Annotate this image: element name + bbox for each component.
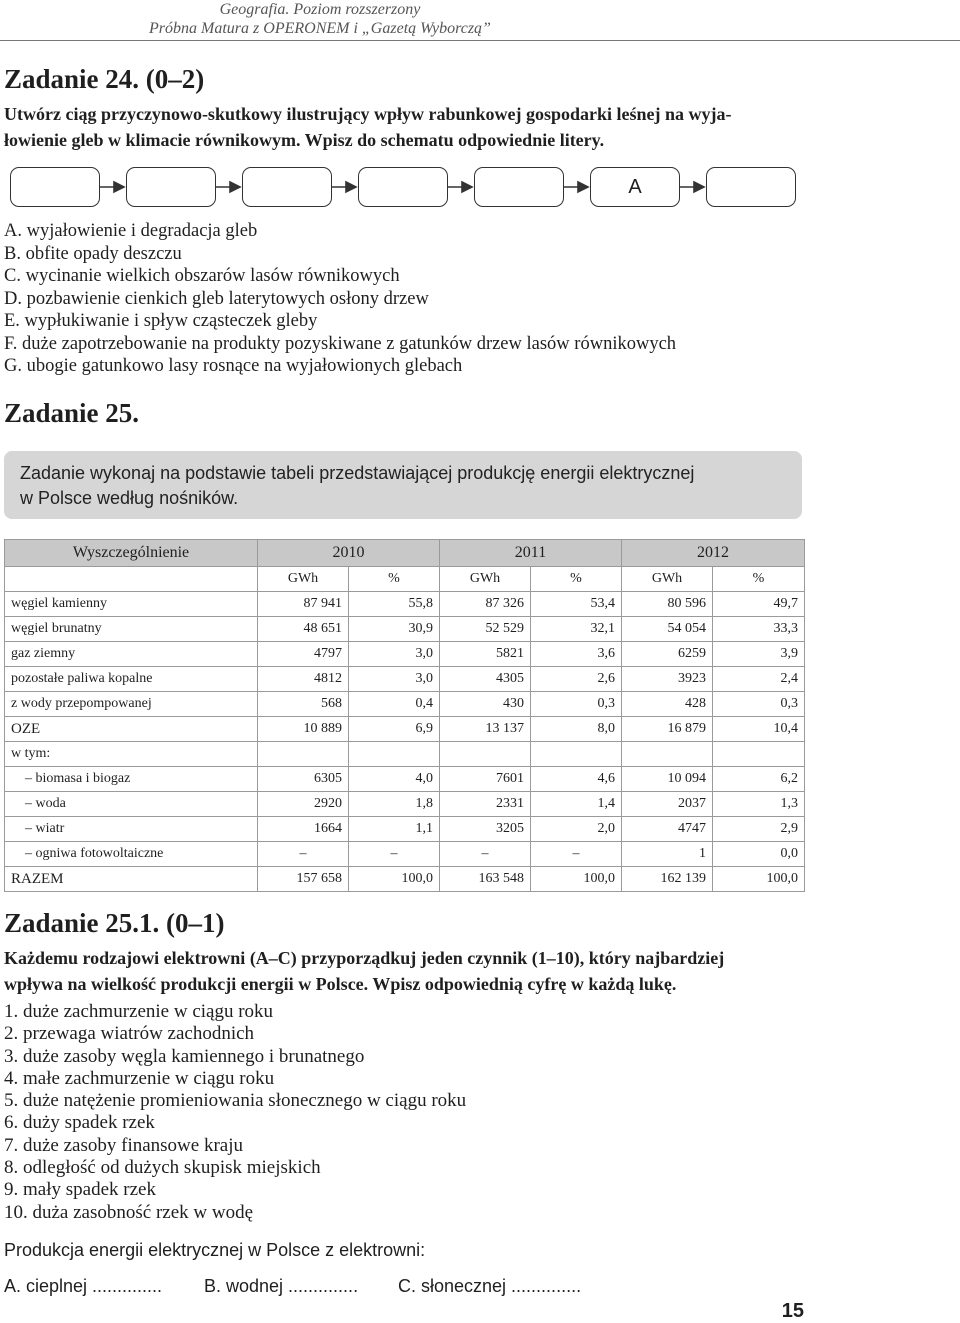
value-cell: 0,0 [713, 842, 805, 867]
row-label: – woda [5, 792, 258, 817]
value-cell: 10 094 [622, 767, 713, 792]
value-cell: 54 054 [622, 617, 713, 642]
table-row [5, 842, 805, 867]
value-cell: 87 941 [258, 592, 349, 617]
table-units-row [5, 567, 805, 592]
option-c: C. wycinanie wielkich obszarów lasów równikowych [4, 266, 400, 286]
value-cell: 6,9 [349, 717, 440, 742]
value-cell: 8,0 [531, 717, 622, 742]
answer-hydro[interactable]: B. wodnej .............. [204, 1276, 359, 1296]
cause-effect-chain [0, 167, 810, 211]
value-cell: 2,4 [713, 667, 805, 692]
row-label: węgiel kamienny [5, 592, 258, 617]
units-empty-cell [5, 567, 258, 592]
value-cell: 1,1 [349, 817, 440, 842]
factor-item: 5. duże natężenie promieniowania słonecznego w ciągu roku [4, 1090, 467, 1112]
value-cell: 6,2 [713, 767, 805, 792]
value-cell: 1 [622, 842, 713, 867]
table-header-row [5, 540, 805, 567]
header-divider [0, 40, 960, 41]
value-cell [622, 742, 713, 767]
value-cell: 430 [440, 692, 531, 717]
chain-box-6[interactable]: A [590, 167, 680, 207]
task-24-instruction [4, 101, 804, 153]
value-cell: 1,8 [349, 792, 440, 817]
chain-arrow-head-3 [346, 182, 356, 192]
value-cell: 3923 [622, 667, 713, 692]
factor-item: 4. małe zachmurzenie w ciągu roku [4, 1067, 275, 1089]
task-25-intro-line1: Zadanie wykonaj na podstawie tabeli przedstawiającej produkcję energii elektrycznej [20, 463, 695, 483]
chain-box-2[interactable] [126, 167, 216, 207]
row-label: – wiatr [5, 817, 258, 842]
value-cell: 2,0 [531, 817, 622, 842]
answer-thermal[interactable]: A. cieplnej .............. [4, 1276, 163, 1296]
unit-cell: % [531, 567, 622, 592]
value-cell: 568 [258, 692, 349, 717]
value-cell: 2,6 [531, 667, 622, 692]
value-cell: 6259 [622, 642, 713, 667]
value-cell: 4,0 [349, 767, 440, 792]
task-25-1-instruction-line2: wpływa na wielkość produkcji energii w Polsce. Wpisz odpowiednią cyfrę w każdą lukę. [4, 974, 677, 994]
value-cell: 100,0 [713, 867, 805, 892]
value-cell [258, 742, 349, 767]
header-2012: 2012 [622, 540, 805, 567]
factor-item: 1. duże zachmurzenie w ciągu roku [4, 1001, 274, 1022]
header-exam: Próbna Matura z OPERONEM i „Gazetą Wyborczą” [149, 20, 491, 37]
row-label: – biomasa i biogaz [5, 767, 258, 792]
unit-cell: GWh [440, 567, 531, 592]
table-row [5, 742, 805, 767]
value-cell: 53,4 [531, 592, 622, 617]
value-cell: 0,3 [531, 692, 622, 717]
value-cell: 10 889 [258, 717, 349, 742]
value-cell: 52 529 [440, 617, 531, 642]
row-label: – ogniwa fotowoltaiczne [5, 842, 258, 867]
value-cell: 55,8 [349, 592, 440, 617]
chain-box-3[interactable] [242, 167, 332, 207]
value-cell: 2,9 [713, 817, 805, 842]
task-25-title: Zadanie 25. [4, 398, 140, 428]
value-cell [349, 742, 440, 767]
value-cell: 3,0 [349, 642, 440, 667]
chain-box-7[interactable] [706, 167, 796, 207]
option-f: F. duże zapotrzebowanie na produkty pozyskiwane z gatunków drzew lasów równikowych [4, 333, 677, 354]
value-cell: 157 658 [258, 867, 349, 892]
value-cell: 2037 [622, 792, 713, 817]
value-cell: – [349, 842, 440, 867]
factor-item: 7. duże zasoby finansowe kraju [4, 1134, 244, 1156]
value-cell: 163 548 [440, 867, 531, 892]
value-cell: 30,9 [349, 617, 440, 642]
value-cell: 2331 [440, 792, 531, 817]
chain-box-5[interactable] [474, 167, 564, 207]
task-25-1-instruction [4, 945, 804, 997]
factor-item: 8. odległość od dużych skupisk miejskich [4, 1157, 321, 1179]
value-cell: 10,4 [713, 717, 805, 742]
table-row [5, 642, 805, 667]
value-cell: 4305 [440, 667, 531, 692]
value-cell: 7601 [440, 767, 531, 792]
value-cell: 100,0 [349, 867, 440, 892]
value-cell: – [531, 842, 622, 867]
table-row [5, 667, 805, 692]
value-cell: 49,7 [713, 592, 805, 617]
value-cell: 6305 [258, 767, 349, 792]
value-cell: 33,3 [713, 617, 805, 642]
value-cell: 13 137 [440, 717, 531, 742]
value-cell: 0,4 [349, 692, 440, 717]
chain-box-1[interactable] [10, 167, 100, 207]
value-cell: 5821 [440, 642, 531, 667]
value-cell: 80 596 [622, 592, 713, 617]
table-row [5, 767, 805, 792]
row-label: w tym: [5, 742, 258, 767]
value-cell: 4,6 [531, 767, 622, 792]
factor-item: 2. przewaga wiatrów zachodnich [4, 1023, 255, 1045]
task-25-intro-box [4, 451, 802, 519]
value-cell: 3205 [440, 817, 531, 842]
header-category: Wyszczególnienie [5, 540, 258, 567]
table-row [5, 592, 805, 617]
option-a: A. wyjałowienie i degradacja gleb [4, 221, 258, 241]
value-cell: 4747 [622, 817, 713, 842]
factor-item: 6. duży spadek rzek [4, 1112, 155, 1134]
header-subject: Geografia. Poziom rozszerzony [219, 1, 421, 18]
row-label: OZE [5, 717, 258, 742]
value-cell: 48 651 [258, 617, 349, 642]
factor-list [4, 1001, 466, 1224]
option-g: G. ubogie gatunkowo lasy rosnące na wyjałowionych glebach [4, 356, 463, 376]
answer-solar[interactable]: C. słonecznej .............. [398, 1276, 582, 1296]
unit-cell: % [713, 567, 805, 592]
energy-production-table [4, 539, 805, 892]
table-row [5, 717, 805, 742]
value-cell: 3,9 [713, 642, 805, 667]
chain-arrow-head-6 [694, 182, 704, 192]
factor-item: 3. duże zasoby węgla kamiennego i brunatnego [4, 1045, 365, 1067]
value-cell: 4812 [258, 667, 349, 692]
table-row [5, 692, 805, 717]
unit-cell: GWh [622, 567, 713, 592]
value-cell: 4797 [258, 642, 349, 667]
value-cell: 100,0 [531, 867, 622, 892]
value-cell: 87 326 [440, 592, 531, 617]
value-cell: 1664 [258, 817, 349, 842]
value-cell: 32,1 [531, 617, 622, 642]
factor-item: 9. mały spadek rzek [4, 1179, 156, 1201]
table-row [5, 617, 805, 642]
table-row [5, 867, 805, 892]
value-cell: 1,4 [531, 792, 622, 817]
row-label: z wody przepompowanej [5, 692, 258, 717]
value-cell: 162 139 [622, 867, 713, 892]
value-cell: 3,6 [531, 642, 622, 667]
chain-arrow-head-5 [578, 182, 588, 192]
option-d: D. pozbawienie cienkich gleb laterytowych osłony drzew [4, 288, 429, 309]
task-24-instruction-line2: łowienie gleb w klimacie równikowym. Wpisz do schematu odpowiednie litery. [4, 130, 605, 150]
row-label: gaz ziemny [5, 642, 258, 667]
value-cell: – [258, 842, 349, 867]
factor-item: 10. duża zasobność rzek w wodę [4, 1201, 254, 1223]
unit-cell: GWh [258, 567, 349, 592]
task-25-intro-line2: w Polsce według nośników. [20, 488, 239, 508]
chain-arrow-head-2 [230, 182, 240, 192]
answer-prompt: Produkcja energii elektrycznej w Polsce z elektrowni: [4, 1240, 426, 1260]
task-25-1-title: Zadanie 25.1. (0–1) [4, 908, 225, 938]
option-e: E. wypłukiwanie i spływ cząsteczek gleby [4, 311, 318, 331]
header-2011: 2011 [440, 540, 622, 567]
option-b: B. obfite opady deszczu [4, 243, 182, 264]
value-cell: 2920 [258, 792, 349, 817]
row-label: węgiel brunatny [5, 617, 258, 642]
row-label: pozostałe paliwa kopalne [5, 667, 258, 692]
value-cell: 16 879 [622, 717, 713, 742]
value-cell: 428 [622, 692, 713, 717]
value-cell: 1,3 [713, 792, 805, 817]
row-label: RAZEM [5, 867, 258, 892]
value-cell [531, 742, 622, 767]
task-24-title: Zadanie 24. (0–2) [4, 64, 205, 94]
chain-box-4[interactable] [358, 167, 448, 207]
task-25-1-instruction-line1: Każdemu rodzajowi elektrowni (A–C) przyporządkuj jeden czynnik (1–10), który najbardziej [4, 948, 725, 968]
value-cell [713, 742, 805, 767]
value-cell [440, 742, 531, 767]
value-cell: – [440, 842, 531, 867]
header-2010: 2010 [258, 540, 440, 567]
unit-cell: % [349, 567, 440, 592]
value-cell: 3,0 [349, 667, 440, 692]
value-cell: 0,3 [713, 692, 805, 717]
task-24-instruction-line1: Utwórz ciąg przyczynowo-skutkowy ilustrujący wpływ rabunkowej gospodarki leśnej na wyja- [4, 104, 732, 124]
chain-arrow-head-1 [114, 182, 124, 192]
table-row [5, 792, 805, 817]
task-24-options [4, 220, 676, 378]
chain-arrow-head-4 [462, 182, 472, 192]
page-number: 15 [781, 1300, 804, 1322]
table-row [5, 817, 805, 842]
